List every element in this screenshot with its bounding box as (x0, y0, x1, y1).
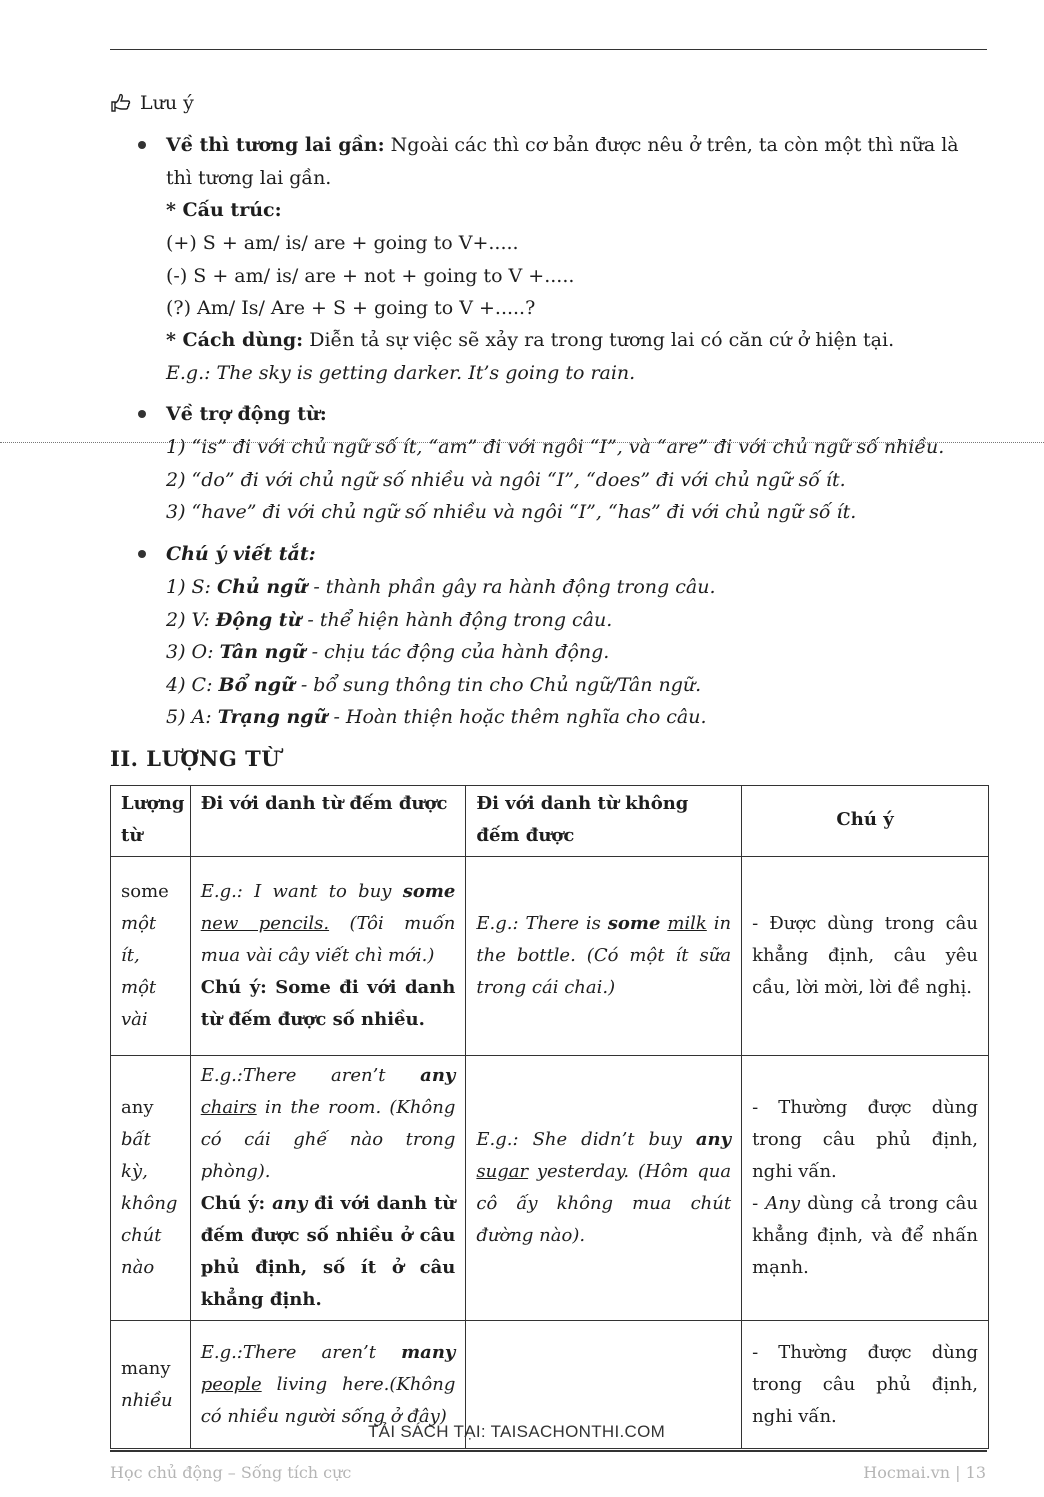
table-row-any (111, 1056, 989, 1321)
structure-positive: (+) S + am/ is/ are + going to V+..... (166, 232, 519, 254)
watermark: TẢI SÁCH TẠI: TAISACHONTHI.COM (368, 1422, 666, 1441)
future-text-2: thì tương lai gần. (166, 167, 332, 189)
future-example: E.g.: The sky is getting darker. It’s going to rain. (166, 362, 636, 384)
future-text: Ngoài các thì cơ bản được nêu ở trên, ta còn một thì nữa là (384, 134, 959, 156)
countable-cell: E.g.:There aren’t any chairs in the room. (Không có cái ghế nào trong phòng). Chú ý: any đi với danh từ đếm được số nhiều ở câu phủ định, số ít ở câu khẳng định. (190, 1056, 466, 1321)
abbr-item: 4) C: Bổ ngữ - bổ sung thông tin cho Chủ ngữ/Tân ngữ. (166, 674, 702, 696)
table-row-some (111, 857, 989, 1056)
structure-negative: (-) S + am/ is/ are + not + going to V +..... (166, 265, 575, 287)
abbr-head: Chú ý viết tắt: (166, 543, 316, 565)
note-cell: - Thường được dùng trong câu phủ định, nghi vấn. (742, 1321, 989, 1449)
uncountable-cell: E.g.: She didn’t buy any sugar yesterday. (Hôm qua cô ấy không mua chút đường nào). (466, 1056, 742, 1321)
header-note: Chú ý (742, 786, 989, 857)
footer-slogan: Học chủ động – Sống tích cực (110, 1463, 352, 1482)
note-title: Lưu ý (140, 92, 194, 114)
abbr-item: 3) O: Tân ngữ - chịu tác động của hành động. (166, 641, 610, 663)
bullet-dot (138, 141, 146, 149)
structure-label: * Cấu trúc: (166, 199, 282, 221)
usage-line (166, 328, 894, 352)
header-quantifier: Lượng từ (111, 786, 191, 857)
quantifier-cell: some một ít, một vài (111, 857, 191, 1056)
note-heading (110, 92, 194, 114)
future-head-line (166, 133, 959, 157)
structure-question: (?) Am/ Is/ Are + S + going to V +.....? (166, 297, 536, 319)
abbr-item: 5) A: Trạng ngữ - Hoàn thiện hoặc thêm nghĩa cho câu. (166, 706, 707, 728)
quantifier-cell: any bất kỳ, không chút nào (111, 1056, 191, 1321)
note-cell: - Được dùng trong câu khẳng định, câu yêu cầu, lời mời, lời đề nghị. (742, 857, 989, 1056)
future-head: Về thì tương lai gần: (166, 134, 385, 156)
countable-cell: E.g.:There aren’t many people living here.(Không có nhiều người sống ở đây) (190, 1321, 466, 1449)
aux-line-3: 3) “have” đi với chủ ngữ số nhiều và ngôi “I”, “has” đi với chủ ngữ số ít. (166, 501, 857, 523)
quantifier-table (110, 785, 989, 1449)
bullet-dot (138, 410, 146, 418)
aux-line-1: 1) “is” đi với chủ ngữ số ít, “am” đi với ngôi “I”, và “are” đi với chủ ngữ số nhiều. (166, 436, 945, 458)
uncountable-cell: E.g.: There is some milk in the bottle. (Có một ít sữa trong cái chai.) (466, 857, 742, 1056)
usage-text: Diễn tả sự việc sẽ xảy ra trong tương lai có căn cứ ở hiện tại. (303, 329, 895, 351)
aux-head: Về trợ động từ: (166, 403, 327, 425)
usage-label: * Cách dùng: (166, 329, 304, 351)
abbr-item: 2) V: Động từ - thể hiện hành động trong câu. (166, 609, 613, 631)
abbr-item: 1) S: Chủ ngữ - thành phần gây ra hành động trong câu. (166, 576, 716, 598)
aux-line-2: 2) “do” đi với chủ ngữ số nhiều và ngôi “I”, “does” đi với chủ ngữ số ít. (166, 469, 846, 491)
section-title: II. LƯỢNG TỪ (110, 746, 281, 771)
header-countable: Đi với danh từ đếm được (190, 786, 466, 857)
bottom-rule (110, 1450, 987, 1452)
header-uncountable: Đi với danh từ không đếm được (466, 786, 742, 857)
bullet-dot (138, 550, 146, 558)
table-header-row (111, 786, 989, 857)
countable-cell: E.g.: I want to buy some new pencils. (Tôi muốn mua vài cây viết chì mới.) Chú ý: Some đi với danh từ đếm được số nhiều. (190, 857, 466, 1056)
pointing-hand-icon (110, 93, 132, 113)
footer-page: Hocmai.vn | 13 (863, 1463, 986, 1482)
top-rule (110, 49, 987, 50)
note-cell: - Thường được dùng trong câu phủ định, nghi vấn. - Any dùng cả trong câu khẳng định, và để nhấn mạnh. (742, 1056, 989, 1321)
quantifier-cell: many nhiều (111, 1321, 191, 1449)
